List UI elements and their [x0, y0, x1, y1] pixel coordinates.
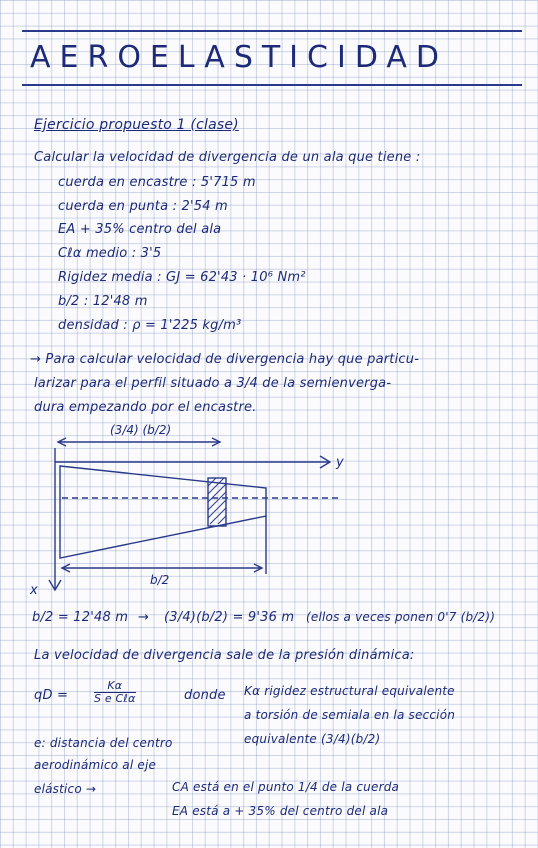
intro-line: Calcular la velocidad de divergencia de un ala que tiene :	[34, 150, 421, 165]
qd-fraction	[94, 680, 136, 705]
spec-semispan: b/2 : 12'48 m	[58, 294, 148, 309]
spec-lift-slope: Cℓα medio : 3'5	[58, 246, 162, 261]
divergence-statement: La velocidad de divergencia sale de la presión dinámica:	[34, 648, 415, 663]
paragraph-line-2: larizar para el perfil situado a 3/4 de la semienverga-	[34, 376, 392, 391]
wing-outline	[60, 466, 266, 558]
qd-lhs: qD =	[34, 688, 69, 703]
k-alpha-definition-3: equivalente (3/4)(b/2)	[244, 732, 381, 746]
page-title: AEROELASTICIDAD	[30, 40, 449, 75]
semispan-equation: b/2 = 12'48 m	[32, 610, 129, 625]
paragraph-line-3: dura empezando por el encastre.	[34, 400, 257, 415]
spec-elastic-axis: EA + 35% centro del ala	[58, 222, 222, 237]
spec-root-chord: cuerda en encastre : 5'715 m	[58, 175, 256, 190]
k-alpha-definition-1: Kα rigidez estructural equivalente	[244, 684, 455, 698]
spec-stiffness: Rigidez media : GJ = 62'43 · 10⁶ Nm²	[58, 270, 306, 285]
ca-location-line: CA está en el punto 1/4 de la cuerda	[172, 780, 400, 794]
y-axis-label: y	[336, 455, 344, 470]
spec-density: densidad : ρ = 1'225 kg/m³	[58, 318, 242, 333]
paragraph-line-1: → Para calcular velocidad de divergencia hay que particu-	[30, 352, 420, 367]
equation-arrow: →	[138, 610, 150, 625]
spec-tip-chord: cuerda en punta : 2'54 m	[58, 199, 228, 214]
k-alpha-definition-2: a torsión de semiala en la sección	[244, 708, 456, 722]
qd-numerator: Kα	[94, 680, 136, 693]
exercise-heading: Ejercicio propuesto 1 (clase)	[34, 117, 239, 133]
bottom-dimension-label: b/2	[150, 573, 170, 587]
section-position-equation: (3/4)(b/2) = 9'36 m	[164, 610, 295, 625]
ea-location-line: EA está a + 35% del centro del ala	[172, 804, 389, 818]
title-bottom-rule	[22, 84, 522, 86]
e-definition-2: aerodinámico al eje	[34, 758, 157, 772]
title-top-rule	[22, 30, 522, 32]
author-note: (ellos a veces ponen 0'7 (b/2))	[306, 610, 496, 624]
donde-label: donde	[184, 688, 226, 703]
top-dimension-label: (3/4) (b/2)	[110, 423, 172, 437]
wing-planform-diagram	[0, 418, 538, 598]
qd-denominator: S e Cℓα	[94, 692, 136, 705]
e-definition-3: elástico →	[34, 782, 97, 796]
e-definition-1: e: distancia del centro	[34, 736, 173, 750]
x-axis-label: x	[30, 583, 38, 598]
